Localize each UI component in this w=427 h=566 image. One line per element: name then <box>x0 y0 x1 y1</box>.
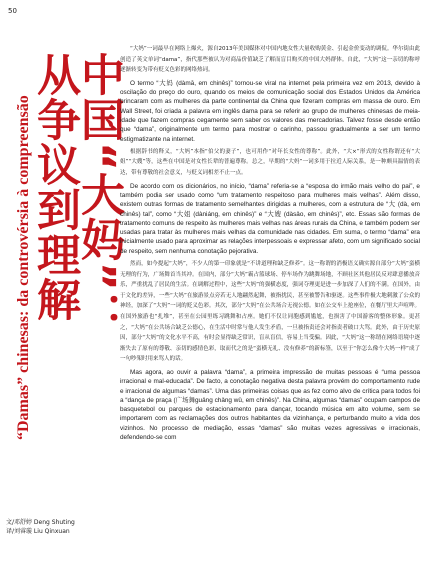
paragraph-portuguese-3: Mas agora, ao ouvir a palavra “dama”, a primeira impressão de muitas pessoas é “uma pessoa irracional e mal-educada”. De facto, a conotação negativa desta palavra provém do comportamento rude e irracional de algumas “damas”. Uma das primeiras coisas que as fez como alvo de crítica para todos foi a “dança de praça (广场舞guǎng chǎng wǔ, em chinês)”. Na China, algumas “damas” ocupam campos de basquetebol ou parques de estacionamento para dançar, tocando música em alto volume, sem se importarem com as reclamações dos outros habitantes da vizinhança, e perturbando muito a vida dos vizinhos. No processo de mediação, essas “damas” são muitas vezes agressivas e irracionais, defendendo-se com <box>120 368 420 442</box>
article-body <box>120 44 420 445</box>
paragraph-portuguese-1: O termo “大妈 (dàmā, em chinês)” tornou-se viral na internet pela primeira vez em 2013, devido à oscilação do preço do ouro, quando os meios de comunicação social dos Estados Unidos da América brincaram com as mulheres da parte continental da China que fizeram compras em massa de ouro. Em Wall Street, foi criada a palavra em inglês dama para se referir ao grupo de mulheres chinesas de meia-idade que fazem compras cegamente sem saber os valores das mercadorias. Talvez fosse desde então que “dama”, originalmente um termo para mostrar o carinho, passou gradualmente a ser um termo estigmatizante na internet. <box>120 79 420 143</box>
credits <box>6 518 116 536</box>
chinese-title-text: 中国“大妈”：从争议到理解 <box>29 52 124 337</box>
paragraph-chinese-2: 根据辞书的释义，“大妈”本指“伯父的妻子”，也可用作“对年长女性的尊称”。此外，“大×”形式的女性称谓还有“大姐”“大嫂”等，这些在中国是对女性长辈的普遍尊称。总之，早期的“大妈”一词多用于拉近人际关系，是一种颇具温情的表达，带有尊敬的社会意义，与贬义词相差不止一点。 <box>120 148 420 177</box>
portuguese-title-text: “Damas” chinesas: da controvérsia à compreensão <box>15 95 32 440</box>
author-credit: 文/邓舒婷 Deng Shuting <box>6 519 75 526</box>
paragraph-chinese-3: 然而，如今提起“大妈”，不少人的第一印象就是“不讲道理和缺乏修养”。这一称谓的消极语义确实源自部分“大妈”蛮横无理的行为，广场舞首当其冲。在国内，部分“大妈”霸占篮球场、停车场作为跳舞场地，不顾社区其他居民反对肆意播放音乐，严重扰乱了居民的生活。在调解过程中，这些“大妈”的强横态度，强词夺理更是进一步加深了人们的不满。在国外，由于文化的差异，一些“大妈”在旅游景点旁若无人地翩然起舞，被指扰民，甚至被警告和驱逐。这些事件极大地刺激了公众的神经，加深了“大妈”一词的贬义色彩。其次，部分“大妈”在公共场合无视公德。如在公交车上抢座位，在餐厅里大声喧哗。在国外旅游也“扎堆”，甚至在公园里练习跳舞和占座。她们不仅让同胞感到尴尬，也损害了中国游客的整体形象。更甚之，“大妈”在公共场合缺乏公德心，在生活中时常与他人发生矛盾，一旦被指责还会对指责者破口大骂。此外，由于历史原因，部分“大妈”的文化水平不高，有时会显得缺乏常识，盲从盲信，容易上当受骗。因此，“大妈”这一称谓在网络语境中逐渐失去了原有的尊敬、亲切的感情色彩，取而代之的是“蛮横无礼、没有修养”的新标签，以至于“你怎么像个大妈一样”成了一句吵架时用来骂人的话。 <box>120 261 420 363</box>
chinese-title <box>29 52 124 342</box>
paragraph-chinese-1: “大妈”一词最早在网络上爆火，源自2013年美国媒体对中国内地女性大量收购黄金、引起金价变动的调侃。华尔街由此创造了英文单词“dama”，指代那些被认为对商品价值缺乏了解而盲目购买的中国大妈群体。自此，“大妈”这一亲切的称呼逐渐转变为带有贬义色彩的网络热词。 <box>120 46 420 74</box>
paragraph-portuguese-2: De acordo com os dicionários, no início, “dama” referia-se a “esposa do irmão mais velho do pai”, e também podia ser usado como “um tratamento respeitoso para mulheres mais velhas”. Além disso, existem outras formas de tratamento semelhantes dirigidas a mulheres, com a estrutura de “大 (dà, em chinês) tal”, como “大姐 (dàniáng, em chinês)” e “大嫂 (dàsǎo, em chinês)”, etc. Essas são formas de tratamento comuns de respeito às mulheres mais velhas nas áreas rurais da China, e também podem ser usadas para tratar às mulheres mais velhas da comunidade nas cidades. Em suma, o termo “dama” era inicialmente usado para aproximar as relações interpessoais e expressar afeto, com um significado social de respeito, sem nenhuma conotação pejorativa. <box>120 182 420 255</box>
translator-credit: 译/刘睿璇 Liu Qinxuan <box>6 528 70 535</box>
page-number: 50 <box>8 7 17 15</box>
